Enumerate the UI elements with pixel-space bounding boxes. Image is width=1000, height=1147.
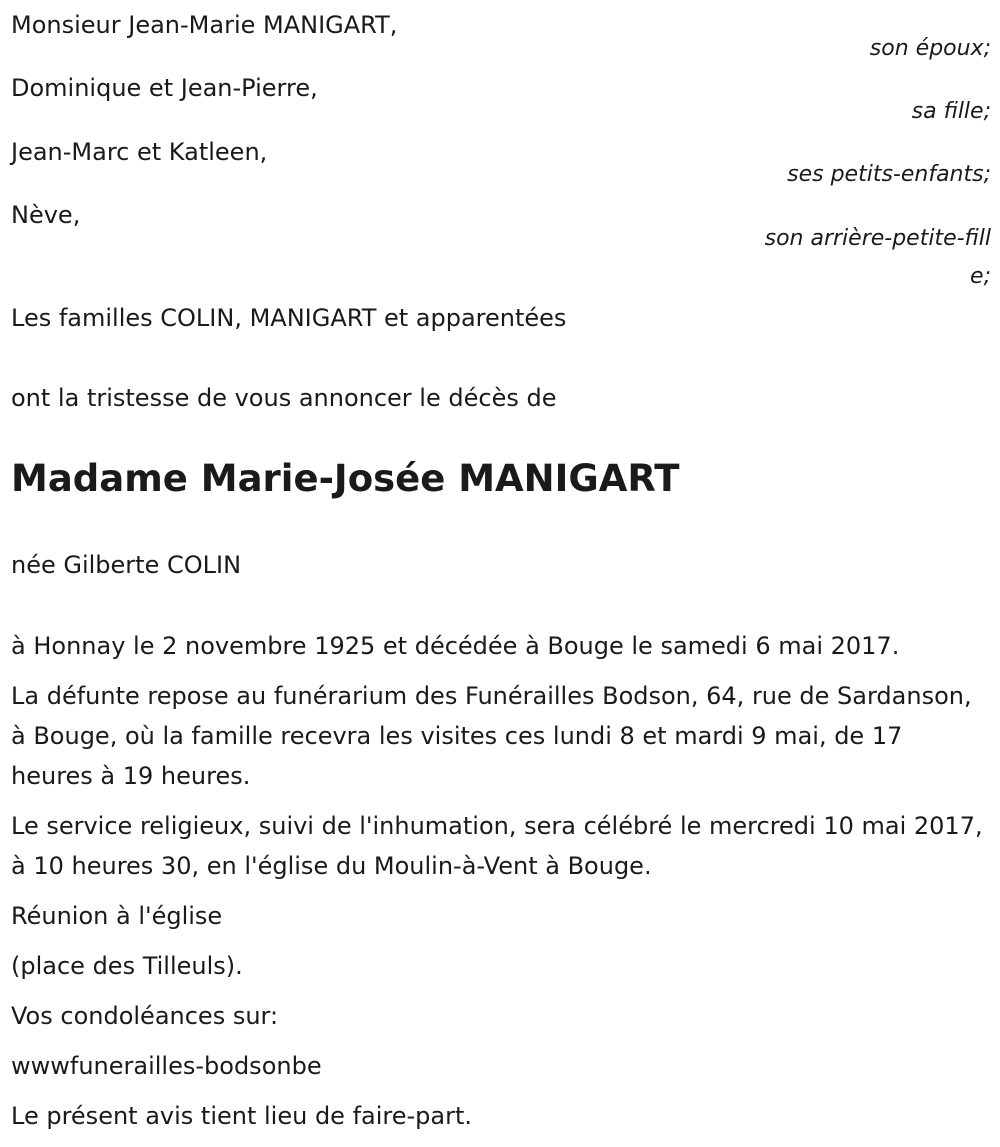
deceased-name: Madame Marie-Josée MANIGART [11, 457, 680, 500]
announcement-line: ont la tristesse de vous annoncer le décès de [11, 384, 557, 412]
meeting-paragraph: Réunion à l'église [11, 902, 223, 930]
service-paragraph: Le service religieux, suivi de l'inhumation, sera célébré le mercredi 10 mai 2017, à 10 heures 30, en l'église du Moulin-à-Vent à Bouge. [11, 812, 983, 880]
family-member-name: Nève, [11, 201, 81, 229]
family-member-role: son arrière-petite-fille; [764, 226, 991, 289]
family-member-name: Dominique et Jean-Pierre, [11, 74, 318, 102]
website-text: wwwfunerailles-bodsonbe [11, 1052, 322, 1080]
notice-body [11, 626, 991, 1136]
maiden-name: née Gilberte COLIN [11, 551, 242, 579]
family-member-role: ses petits-enfants; [787, 162, 991, 187]
family-member-name: Monsieur Jean-Marie MANIGART, [11, 11, 398, 39]
birth-death-paragraph: à Honnay le 2 novembre 1925 et décédée à Bouge le samedi 6 mai 2017. [11, 632, 900, 660]
families-line: Les familles COLIN, MANIGART et apparentées [11, 304, 567, 332]
family-member-role: son époux; [869, 36, 991, 61]
family-member-role: sa fille; [911, 99, 991, 124]
place-paragraph: (place des Tilleuls). [11, 952, 243, 980]
condolences-paragraph: Vos condoléances sur: [11, 1002, 279, 1030]
funerarium-paragraph: La défunte repose au funérarium des Funérailles Bodson, 64, rue de Sardanson, à Bouge, où la famille recevra les visites ces lundi 8 et mardi 9 mai, de 17 heures à 19 heures. [11, 682, 972, 790]
notice-closing: Le présent avis tient lieu de faire-part. [11, 1102, 473, 1130]
family-member-name: Jean-Marc et Katleen, [11, 138, 268, 166]
